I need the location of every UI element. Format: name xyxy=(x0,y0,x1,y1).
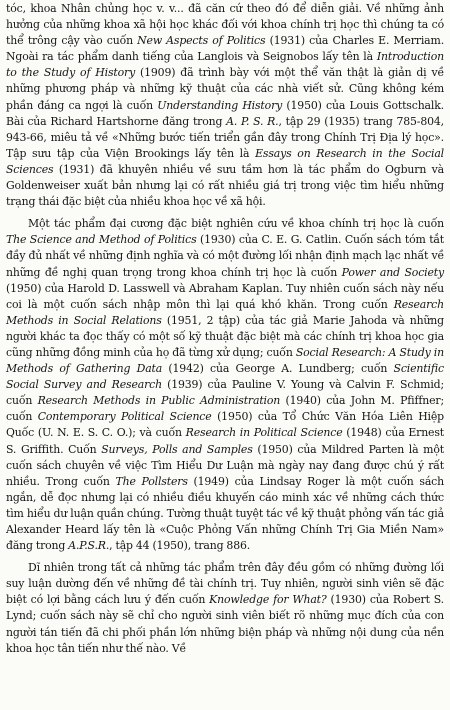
italic-title: Power and Society xyxy=(341,265,444,279)
italic-title: New Aspects of Politics xyxy=(137,34,266,48)
italic-title: Social Research: A Study in Methods of Gathering Data xyxy=(6,345,444,376)
text-run: Một tác phẩm đại cương đặc biệt nghiên cứu về khoa chính trị học là cuốn xyxy=(28,217,444,231)
text-run: (1931) của Charles E. Merriam. Ngoài ra tác phẩm danh tiếng của Langlois và Seignobos lấy tên là xyxy=(6,34,445,64)
text-run: (1951, 2 tập) của tác giả Marie Jahoda và những người khác ta đọc thấy có một số kỹ thuật đặc biệt mà các chính trị khoa học gia cũng những đồng minh của họ đã từng xử dụng; cuốn xyxy=(6,313,444,359)
italic-title: Contemporary Political Science xyxy=(37,410,212,424)
italic-title: Essays on Research in the Social Sciences xyxy=(6,146,445,176)
italic-title: Knowledge for What? xyxy=(209,593,327,607)
paragraph-2 xyxy=(6,216,444,554)
italic-title: Understanding History xyxy=(157,98,283,112)
text-run: , tập 44 (1950), trang 886. xyxy=(109,539,251,553)
italic-title: Research Methods in Social Relations xyxy=(6,297,444,327)
paragraph-3 xyxy=(6,560,444,657)
text-run: (1950) của Mildred Parten là một cuốn sách chuyên về việc Tìm Hiểu Dư Luận mà ngày nay đang được chú ý rất nhiều. Trong cuốn xyxy=(6,442,444,488)
italic-title: Surveys, Polls and Samples xyxy=(101,442,253,456)
text-run: Dĩ nhiên trong tất cả những tác phẩm trên đây đều gồm có những đường lối suy luận dường đến về những đề tài chính trị. Tuy nhiên, người sinh viên sẽ đặc biệt có lợi bằng cách lưu ý đến cuốn xyxy=(6,561,444,607)
text-run: (1930) của C. E. G. Catlin. Cuốn sách tóm tắt đầy đủ nhất về những định nghĩa và có một đường lối nhận định mạch lạc nhất về những đề nghị quan trọng trong khoa chính trị học là cuốn xyxy=(6,233,444,279)
text-run: (1930) của Robert S. Lynd; cuốn sách này sẽ chỉ cho người sinh viên biết rõ những mục đích của con người tán tiến đã chi phối phần lớn những biện pháp và những nội dung của nền khoa học tân tiến như thế nào. Về xyxy=(6,593,444,655)
italic-title: Scientific Social Survey and Research xyxy=(6,362,444,392)
text-run: (1909) đã trình bày với một thể văn thật là giản dị về những phương pháp và những kỹ thuật của các nhà viết sử. Cũng không kém phần đáng ca ngợi là cuốn xyxy=(6,66,445,112)
text-run: (1950) của Harold D. Lasswell và Abraham Kaplan. Tuy nhiên cuốn sách này nếu coi là một cuốn sách nhập môn thì lại quá khó khăn. Trong cuốn xyxy=(6,281,444,311)
italic-title: A. P. S. R. xyxy=(226,114,279,128)
text-run: (1940) của John M. Pfiffner; cuốn xyxy=(6,394,444,424)
text-run: (1939) của Pauline V. Young và Calvin F. Schmid; cuốn xyxy=(6,378,444,408)
text-run: (1950) của Louis Gottschalk. Bài của Richard Hartshorne đăng trong xyxy=(6,98,444,128)
italic-title: Introduction to the Study of History xyxy=(6,50,444,80)
text-run: , tập 29 (1935) trang 785-804, 943-66, miêu tả về «Những bước tiến triển gần đây trong Chính Trị Địa lý học». Tập sưu tập của Viện Brookings lấy tên là xyxy=(6,114,444,160)
italic-title: Research Methods in Public Administration xyxy=(37,394,281,408)
italic-title: The Pollsters xyxy=(115,474,188,488)
text-run: (1950) của Tổ Chức Văn Hóa Liên Hiệp Quốc (U. N. E. S. C. O.); và cuốn xyxy=(6,410,444,440)
italic-title: Research in Political Science xyxy=(185,426,343,440)
italic-title: A.P.S.R. xyxy=(68,539,110,553)
text-run: (1949) của Lindsay Roger là một cuốn sách ngắn, dễ đọc nhưng lại có nhiều điều khuyến cáo minh xác về những cách thức tìm hiểu dư luận quần chúng. Tường thuật tuyệt tác về kỹ thuật phỏng vấn tác giả Alexander Heard lấy tên là «Cuộc Phỏng Vấn những Chính Trị Gia Miền Nam» đăng trong xyxy=(6,474,444,553)
text-run: (1931) đã khuyên nhiều về sưu tầm hơn là tác phẩm do Ogburn và Goldenweiser xuất bản nhưng lại có rất nhiều giá trị trong việc tìm hiểu những trạng thái đặc biệt của nhiều khoa học về xã hội. xyxy=(6,162,444,209)
italic-title: The Science and Method of Politics xyxy=(6,233,197,247)
text-run: (1942) của George A. Lundberg; cuốn xyxy=(162,362,394,376)
paragraph-1 xyxy=(6,1,444,210)
text-run: tóc, khoa Nhân chủng học v. v... đã căn cứ theo đó để diễn giải. Về những ảnh hưởng của những khoa xã hội học khác đối với khoa chính trị học thì chúng ta có thể trông cậy vào cuốn xyxy=(6,2,444,48)
text-run: (1948) của Ernest S. Griffith. Cuốn xyxy=(6,426,445,456)
